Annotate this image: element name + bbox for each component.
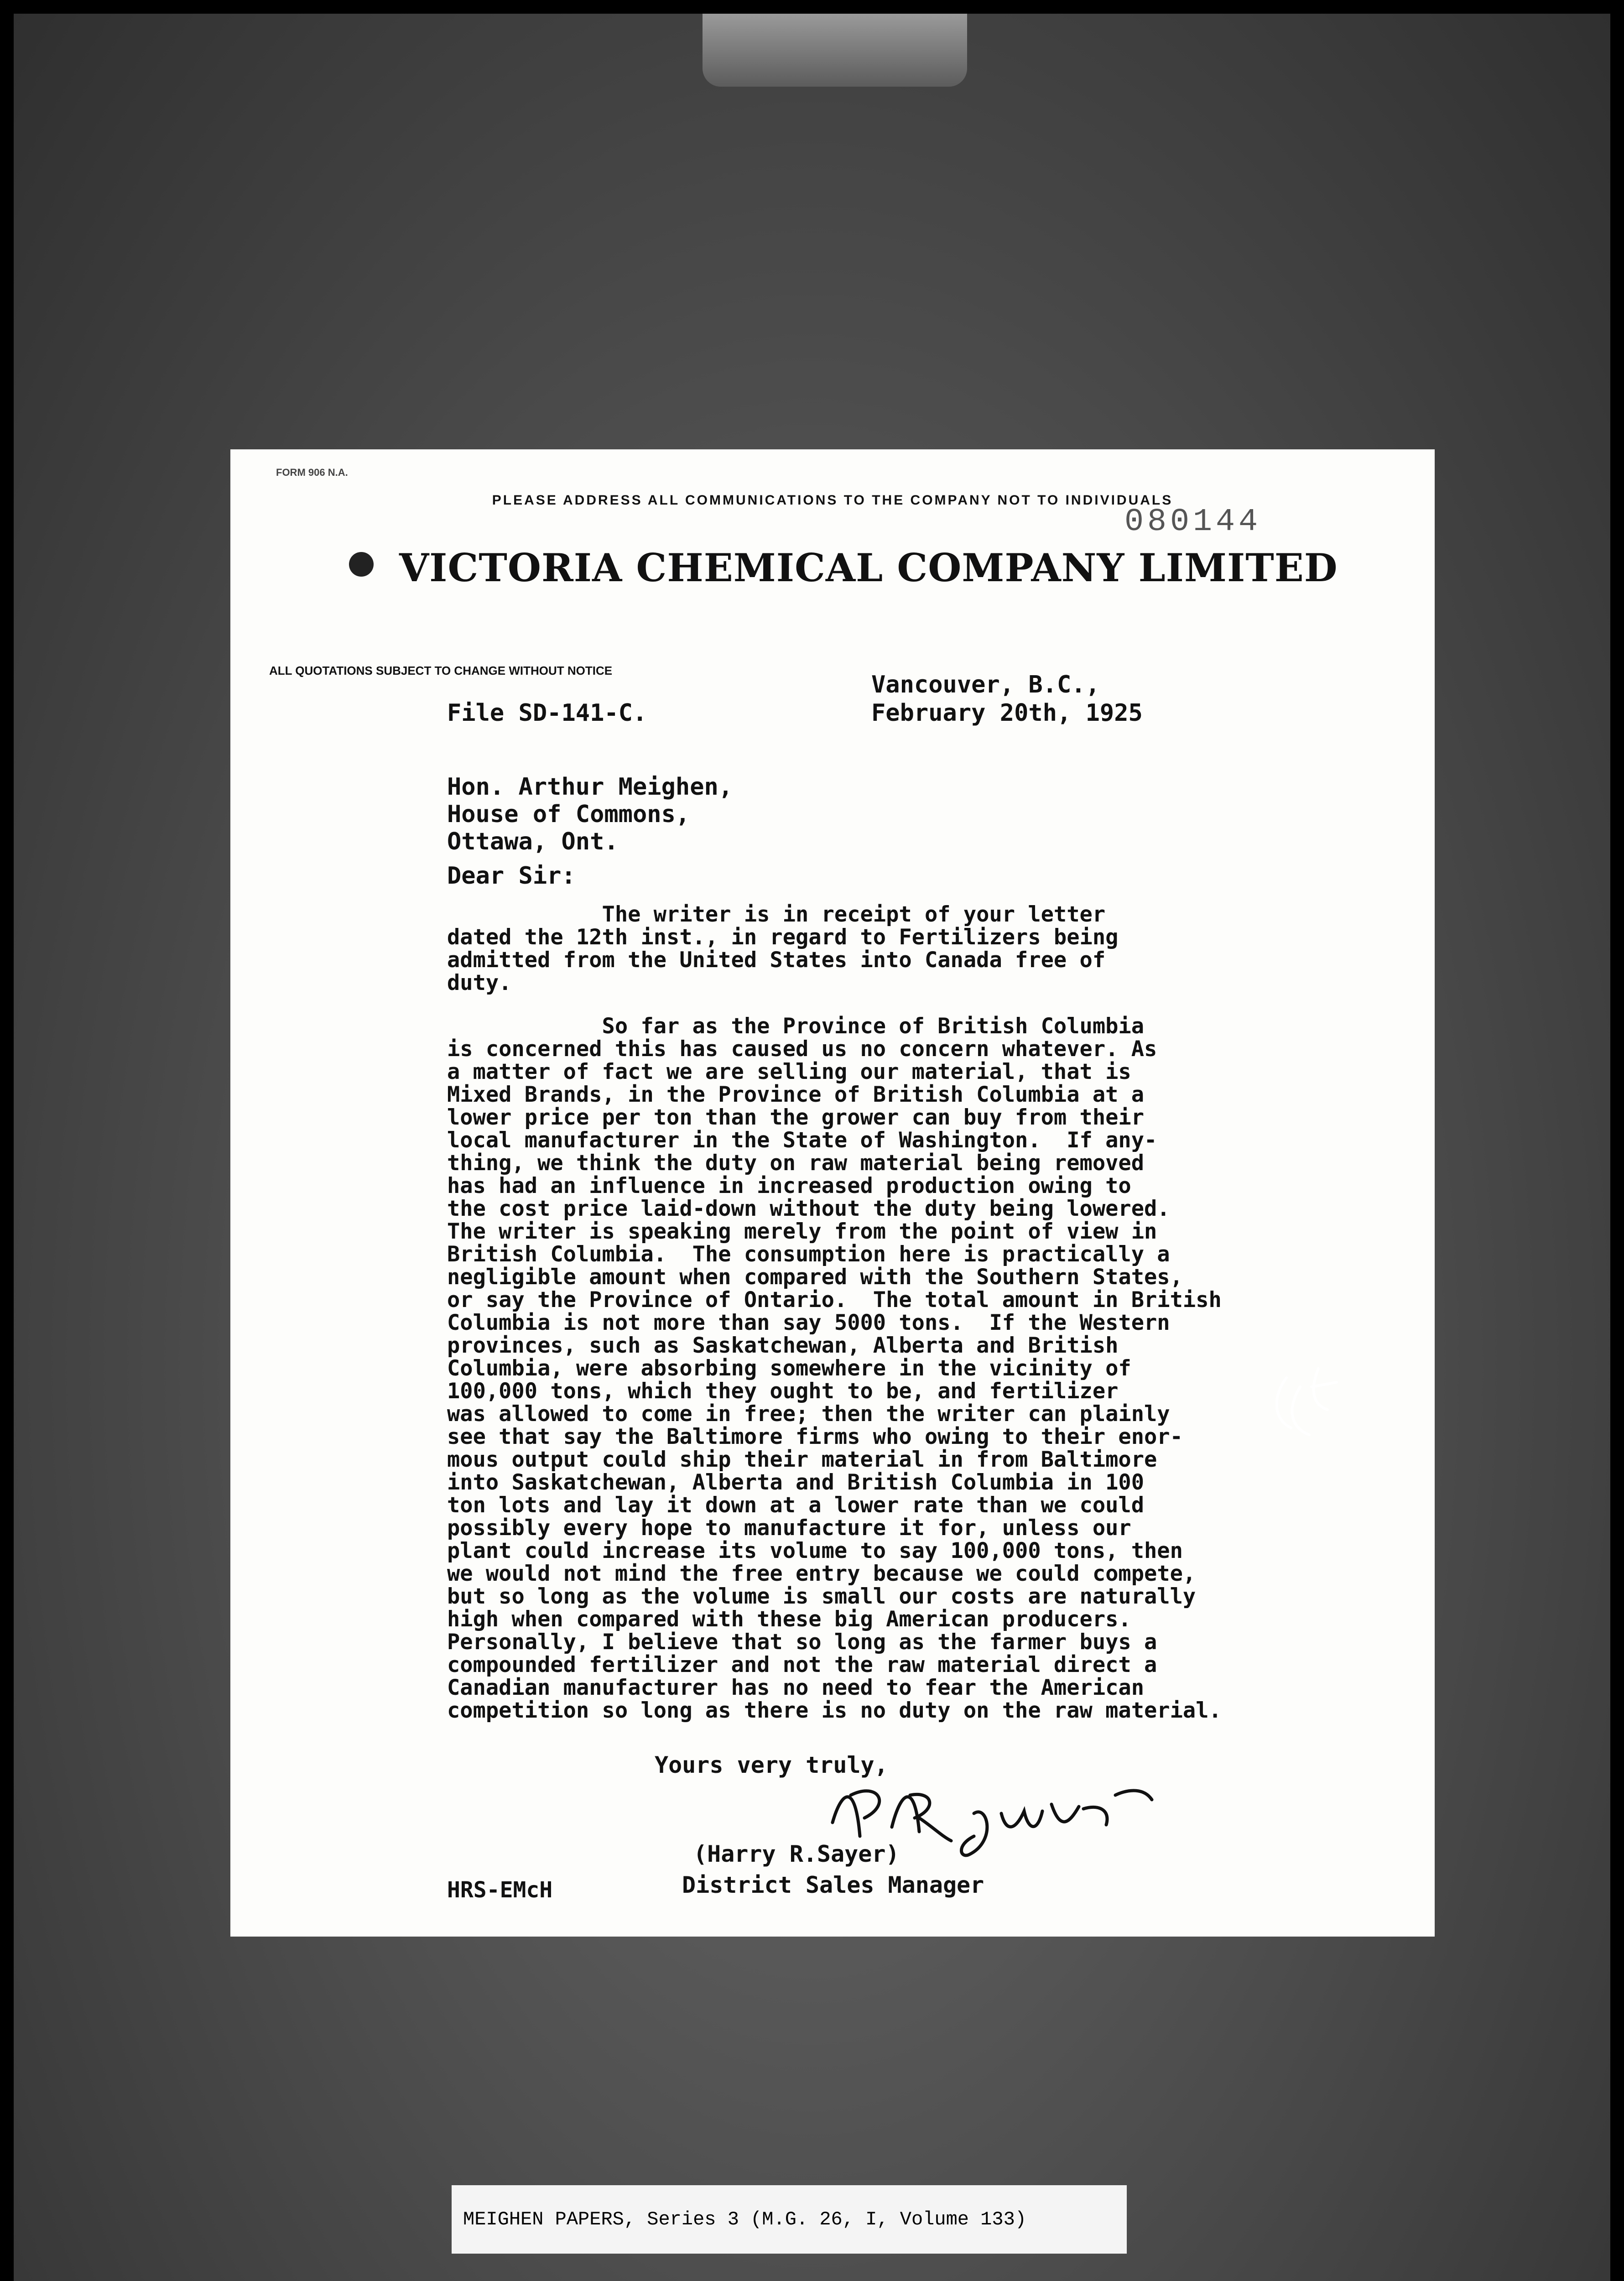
letter-line: admitted from the United States into Canada free of — [447, 948, 1106, 973]
signer-name: (Harry R.Sayer) — [693, 1841, 900, 1867]
letter-line: mous output could ship their material in from Baltimore — [447, 1447, 1157, 1472]
letter-line: we would not mind the free entry because we could compete, — [447, 1561, 1196, 1586]
letter-line: possibly every hope to manufacture it for, unless our — [447, 1515, 1131, 1541]
letter-line: Personally, I believe that so long as the farmer buys a — [447, 1630, 1157, 1655]
salutation: Dear Sir: — [447, 862, 576, 890]
letter-line: dated the 12th inst., in regard to Fertilizers being — [447, 925, 1119, 950]
letter-line: ton lots and lay it down at a lower rate than we could — [447, 1493, 1145, 1518]
letter-line: the cost price laid-down without the duty being lowered. — [447, 1196, 1170, 1221]
letter-line: 100,000 tons, which they ought to be, and fertilizer — [447, 1379, 1119, 1404]
bullet-icon — [349, 552, 374, 577]
letter-line: high when compared with these big American producers. — [447, 1607, 1131, 1632]
letter-line: a matter of fact we are selling our material, that is — [447, 1059, 1131, 1084]
letter-line: Mixed Brands, in the Province of British Columbia at a — [447, 1082, 1145, 1107]
closing: Yours very truly, — [655, 1752, 888, 1778]
addressee-block — [447, 773, 733, 855]
letter-line: negligible amount when compared with the Southern States, — [447, 1265, 1183, 1290]
form-number: FORM 906 N.A. — [276, 467, 348, 478]
typist-initials: HRS-EMcH — [447, 1877, 553, 1903]
place: Vancouver, B.C., — [871, 671, 1100, 698]
letter-line: compounded fertilizer and not the raw material direct a — [447, 1652, 1157, 1677]
letter-line: was allowed to come in free; then the writer can plainly — [447, 1401, 1170, 1427]
letter-line: thing, we think the duty on raw material being removed — [447, 1151, 1145, 1176]
letter-line: duty. — [447, 970, 512, 995]
letter-page — [230, 449, 1435, 1937]
letter-line: provinces, such as Saskatchewan, Alberta and British — [447, 1333, 1119, 1358]
letter-line: local manufacturer in the State of Washington. If any- — [447, 1128, 1157, 1153]
address-note: PLEASE ADDRESS ALL COMMUNICATIONS TO THE COMPANY NOT TO INDIVIDUALS — [492, 493, 1173, 508]
letter-line: into Saskatchewan, Alberta and British Columbia in 100 — [447, 1470, 1145, 1495]
letter-line: British Columbia. The consumption here is practically a — [447, 1242, 1170, 1267]
addressee-line: Ottawa, Ont. — [447, 828, 619, 855]
addressee-line: Hon. Arthur Meighen, — [447, 773, 733, 801]
date: February 20th, 1925 — [871, 699, 1143, 727]
letter-line: competition so long as there is no duty on the raw material. — [447, 1698, 1222, 1723]
letter-line: Columbia, were absorbing somewhere in the vicinity of — [447, 1356, 1131, 1381]
letter-line: plant could increase its volume to say 100,000 tons, then — [447, 1538, 1183, 1563]
quotations-note: ALL QUOTATIONS SUBJECT TO CHANGE WITHOUT NOTICE — [269, 664, 613, 677]
stamp-number: 080144 — [1124, 504, 1262, 540]
margin-handwriting — [1268, 1359, 1341, 1487]
place-date — [871, 671, 1143, 727]
paragraph-2 — [447, 1015, 1222, 1722]
letter-line: has had an influence in increased production owing to — [447, 1173, 1131, 1198]
letter-line: or say the Province of Ontario. The total amount in British — [447, 1287, 1222, 1312]
letter-line: The writer is in receipt of your letter — [447, 902, 1106, 927]
file-reference: File SD-141-C. — [447, 699, 647, 727]
letter-line: lower price per ton than the grower can buy from their — [447, 1105, 1145, 1130]
letter-line: Canadian manufacturer has no need to fear the American — [447, 1675, 1145, 1700]
letter-line: So far as the Province of British Columbia — [447, 1014, 1145, 1039]
letter-line: but so long as the volume is small our costs are naturally — [447, 1584, 1196, 1609]
paper-clip — [703, 14, 967, 87]
archive-reference: MEIGHEN PAPERS, Series 3 (M.G. 26, I, Volume 133) — [452, 2185, 1127, 2254]
letter-line: Columbia is not more than say 5000 tons. If the Western — [447, 1310, 1170, 1335]
letter-line: The writer is speaking merely from the point of view in — [447, 1219, 1157, 1244]
paragraph-1 — [447, 903, 1118, 995]
signer-title: District Sales Manager — [682, 1872, 984, 1898]
addressee-line: House of Commons, — [447, 801, 690, 828]
company-name: VICTORIA CHEMICAL COMPANY LIMITED — [399, 545, 1338, 590]
letter-line: is concerned this has caused us no concern whatever. As — [447, 1036, 1157, 1062]
letter-line: see that say the Baltimore firms who owing to their enor- — [447, 1424, 1183, 1449]
